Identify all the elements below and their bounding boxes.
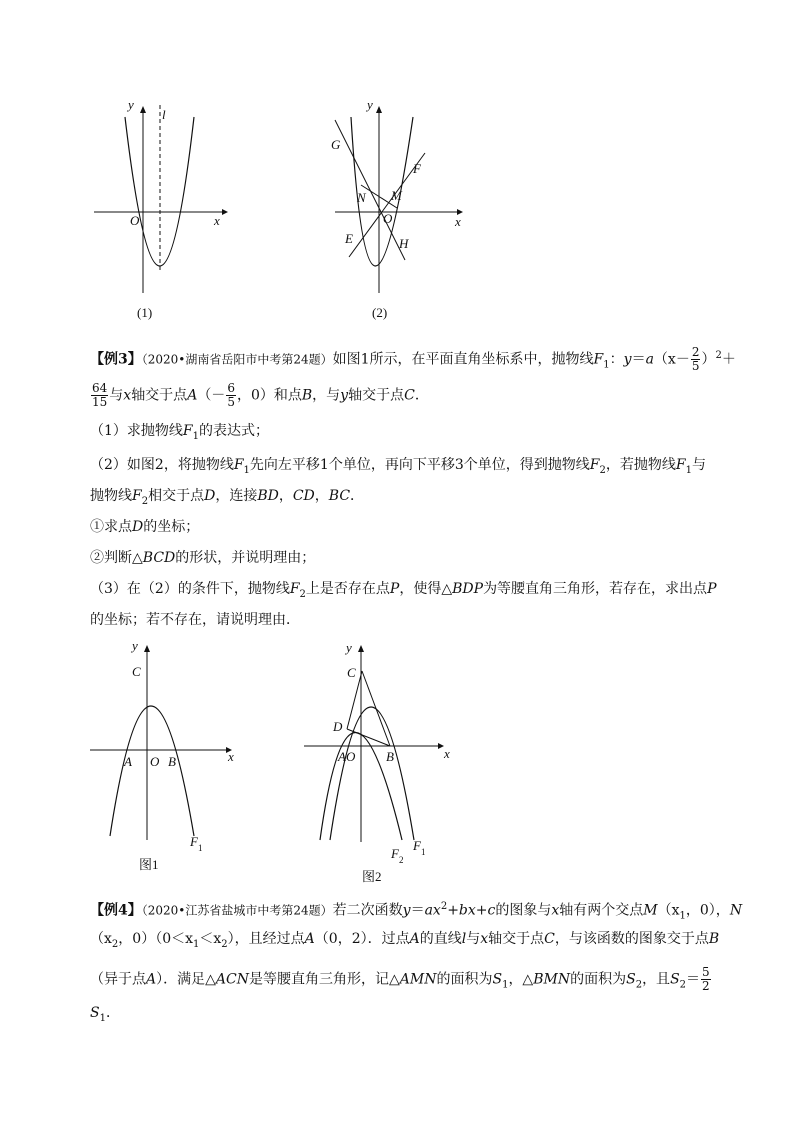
- var-F: F: [289, 581, 300, 597]
- fraction-6-5: $\frac{6}{5}$: [227, 381, 235, 409]
- D-label: D: [333, 719, 343, 734]
- ex3-text: ，使得△: [399, 581, 453, 597]
- ex4-text: 与: [466, 931, 481, 947]
- var-C: C: [404, 387, 415, 404]
- F2-sub: 2: [399, 855, 404, 865]
- ex3-tag: 【例3】: [90, 351, 142, 368]
- figure-parabola-2: [325, 95, 475, 320]
- origin-label: O: [150, 754, 160, 769]
- F1-label: F: [413, 838, 421, 853]
- sub: 1: [243, 464, 250, 476]
- ex4-text: ＜x: [199, 931, 222, 947]
- ex3-text: 与: [691, 457, 706, 473]
- ex4-text: ＝: [410, 902, 425, 919]
- x-label: x: [228, 749, 234, 764]
- G-label: G: [331, 137, 341, 152]
- var-S: S: [626, 971, 636, 988]
- ex4-text: ，且: [642, 971, 671, 988]
- ex4-text: 轴有两个交点: [559, 902, 644, 919]
- var-a: a: [645, 351, 654, 368]
- ex3-text: 的坐标；: [143, 519, 200, 535]
- ex3-text: ，: [278, 488, 293, 504]
- sub: 2: [299, 588, 306, 600]
- var-S: S: [492, 971, 503, 988]
- x-label: x: [455, 214, 461, 229]
- var-F: F: [182, 423, 193, 439]
- ex4-text: 轴交于点: [488, 931, 545, 947]
- ex3-text: ，0）和点: [236, 387, 302, 404]
- var-A: A: [187, 387, 198, 404]
- var-P: P: [707, 581, 717, 597]
- ex4-text: ），且经过点: [227, 931, 305, 947]
- ex3-line-1: [90, 345, 736, 374]
- ex3-text: 相交于点: [148, 488, 205, 504]
- var-ax: ax: [424, 902, 441, 919]
- var-P: P: [389, 581, 400, 597]
- sub: 1: [99, 1012, 106, 1024]
- ex3-q1: [90, 422, 730, 446]
- var-bx-c: +bx+c: [447, 902, 496, 919]
- ex3-text: 轴交于点: [131, 387, 188, 404]
- sub: 1: [192, 430, 200, 442]
- y-label: y: [346, 640, 352, 655]
- ex3-q3-line-1: [90, 580, 730, 604]
- var-y: y: [623, 351, 632, 368]
- y-label: y: [132, 638, 138, 653]
- y-axis-arrow: [358, 645, 364, 652]
- ex3-text: 为等腰直角三角形，若存在，求出点: [483, 581, 708, 597]
- caption-fig2: 图2: [362, 869, 382, 884]
- var-BMN: BMN: [533, 971, 571, 988]
- ex4-line-1: [90, 898, 743, 925]
- fraction-64-15: $\frac{64}{15}$: [92, 381, 108, 409]
- sub: 2: [141, 495, 149, 507]
- ex4-line-4: [90, 1004, 730, 1028]
- l-label: l: [162, 107, 166, 122]
- sup: 2: [715, 349, 722, 361]
- ex4-line-2: [90, 930, 730, 954]
- ex3-text: ①求点: [90, 519, 132, 535]
- segment-DB: [347, 729, 390, 746]
- caption-2: (2): [372, 305, 388, 320]
- ex3-q2-line-1: [90, 456, 730, 480]
- ex3-text: （－: [197, 387, 226, 404]
- F1-label: F: [190, 834, 198, 849]
- ex3-text: ②判断△: [90, 550, 143, 566]
- y-axis-arrow: [144, 645, 150, 652]
- ex3-text: ．: [414, 387, 429, 404]
- ex4-line-3: [90, 966, 730, 994]
- ex4-text: （0，2）．过点: [314, 931, 410, 947]
- fraction-2-5: $\frac{2}{5}$: [691, 345, 700, 373]
- E-label: E: [345, 231, 353, 246]
- var-y: y: [340, 387, 349, 404]
- x-label: x: [214, 213, 220, 228]
- var-AMN: AMN: [399, 971, 437, 988]
- var-ACN: ACN: [215, 971, 249, 988]
- ex4-text: ，0），: [685, 902, 730, 919]
- var-F: F: [675, 457, 686, 473]
- ex4-text: 的直线: [419, 931, 462, 947]
- sub: 2: [111, 938, 119, 950]
- ex3-text: ＋: [721, 351, 736, 368]
- sub: 1: [685, 464, 692, 476]
- y-label: y: [128, 97, 134, 112]
- ex3-text: （x－: [653, 351, 690, 368]
- var-C: C: [544, 931, 555, 947]
- var-x: x: [480, 931, 489, 947]
- ex3-q3-line-2: [90, 611, 730, 629]
- ex4-text: ，△: [508, 971, 534, 988]
- sub: 1: [193, 938, 200, 950]
- ex4-text: ．: [105, 1005, 120, 1021]
- B-label: B: [168, 754, 176, 769]
- ex4-text: （x: [90, 931, 112, 947]
- ex4-text: （x: [657, 902, 680, 919]
- C-label: C: [347, 665, 356, 680]
- sup: 2: [440, 901, 448, 912]
- var-BC: BC: [328, 488, 351, 504]
- ex4-text: ，与该函数的图象交于点: [554, 931, 709, 947]
- ex3-source: （2020•湖南省岳阳市中考第24题）: [141, 352, 333, 367]
- ex3-text: ，: [314, 488, 329, 504]
- M-label: M: [391, 188, 402, 203]
- ex4-text: 是等腰直角三角形，记△: [248, 971, 400, 988]
- var-F: F: [233, 457, 244, 473]
- y-axis-arrow: [376, 106, 382, 113]
- ex3-text: 与: [109, 387, 124, 404]
- ex4-tag: 【例4】: [90, 902, 142, 919]
- origin-label: O: [383, 211, 393, 226]
- y-label: y: [367, 97, 373, 112]
- var-BDP: BDP: [452, 581, 484, 597]
- ex4-text: ，0）（0＜x: [118, 931, 193, 947]
- ex3-text: ）: [701, 351, 716, 368]
- ex3-text: ＝: [631, 351, 646, 368]
- ex4-text: 的图象与: [495, 902, 552, 919]
- sub: 1: [679, 910, 686, 922]
- var-S: S: [670, 971, 680, 988]
- ex3-text: ，连接: [215, 488, 258, 504]
- ex4-text: 的面积为: [570, 971, 627, 988]
- var-A: A: [409, 931, 420, 947]
- ex3-text: 抛物线: [90, 488, 132, 504]
- ex3-text: 的形状，并说明理由；: [175, 550, 316, 566]
- caption-1: (1): [137, 305, 153, 320]
- var-BD: BD: [257, 488, 279, 504]
- ex3-q2-line-2: [90, 487, 730, 511]
- ex3-text: （1）求抛物线: [90, 423, 183, 439]
- ex4-text: ＝: [686, 971, 701, 988]
- A-label: A: [124, 754, 132, 769]
- var-F: F: [132, 488, 142, 504]
- var-B: B: [708, 931, 720, 947]
- y-axis-arrow: [140, 106, 146, 113]
- ex4-text: ）．满足△: [156, 971, 216, 988]
- ex3-text: （2）如图2，将抛物线: [90, 457, 234, 473]
- ex4-text: 的面积为: [436, 971, 493, 988]
- ex3-text: 的坐标；若不存在，请说明理由．: [90, 612, 300, 628]
- var-CD: CD: [292, 488, 315, 504]
- var-y: y: [402, 902, 411, 919]
- ex3-text: ．: [350, 488, 365, 504]
- F-label: F: [413, 161, 421, 176]
- fraction-5-2: $\frac{5}{2}$: [702, 965, 710, 993]
- parabola-F1: [110, 706, 194, 836]
- ex3-text: 的表达式；: [199, 423, 270, 439]
- C-label: C: [132, 664, 141, 679]
- ex3-text: 上是否存在点: [305, 581, 390, 597]
- figure-1: [86, 640, 246, 875]
- var-B: B: [301, 387, 313, 404]
- H-label: H: [399, 236, 409, 251]
- var-F: F: [593, 351, 604, 368]
- sub: 2: [599, 464, 606, 476]
- ex3-q2-2: [90, 549, 730, 567]
- ex3-text: ，若抛物线: [605, 457, 676, 473]
- B-label: B: [386, 749, 394, 764]
- sub: 2: [679, 979, 687, 991]
- sub: 1: [502, 979, 509, 991]
- figure-2: [300, 640, 465, 890]
- ex3-text: 如图1所示，在平面直角坐标系中，抛物线: [332, 351, 594, 368]
- ex3-text: ，与: [312, 387, 341, 404]
- sub: 1: [603, 359, 610, 371]
- var-A: A: [146, 971, 157, 988]
- var-M: M: [643, 902, 658, 919]
- ex3-text: ：: [609, 351, 624, 368]
- var-D: D: [204, 488, 216, 504]
- F1-sub: 1: [198, 843, 203, 853]
- var-F: F: [589, 457, 600, 473]
- var-D: D: [132, 519, 144, 535]
- AO-label: AO: [338, 749, 356, 764]
- ex3-text: （3）在（2）的条件下，抛物线: [90, 581, 290, 597]
- x-label: x: [444, 746, 450, 761]
- figure-parabola-1: [90, 95, 240, 320]
- origin-label: O: [130, 213, 140, 228]
- parabola-F1: [330, 707, 414, 840]
- sub: 2: [221, 938, 228, 950]
- ex3-text: 先向左平移1个单位，再向下平移3个单位，得到抛物线: [249, 457, 590, 473]
- F1-sub: 1: [421, 847, 426, 857]
- ex4-text: （异于点: [90, 971, 146, 988]
- var-BCD: BCD: [142, 550, 176, 566]
- var-l: l: [461, 931, 467, 947]
- x-axis-arrow: [222, 209, 228, 215]
- F2-label: F: [391, 846, 399, 861]
- ex3-q2-1: [90, 518, 730, 536]
- ex4-text: 若二次函数: [332, 902, 403, 919]
- ex3-line-2: [90, 382, 730, 409]
- var-x: x: [123, 387, 132, 404]
- ex3-text: 轴交于点: [348, 387, 405, 404]
- N-label: N: [357, 190, 366, 205]
- ex4-source: （2020•江苏省盐城市中考第24题）: [141, 903, 333, 918]
- sub: 2: [635, 979, 643, 991]
- var-x: x: [551, 902, 560, 919]
- var-S: S: [90, 1005, 100, 1021]
- caption-fig1: 图1: [139, 857, 159, 872]
- var-N: N: [729, 902, 743, 919]
- var-A: A: [304, 931, 315, 947]
